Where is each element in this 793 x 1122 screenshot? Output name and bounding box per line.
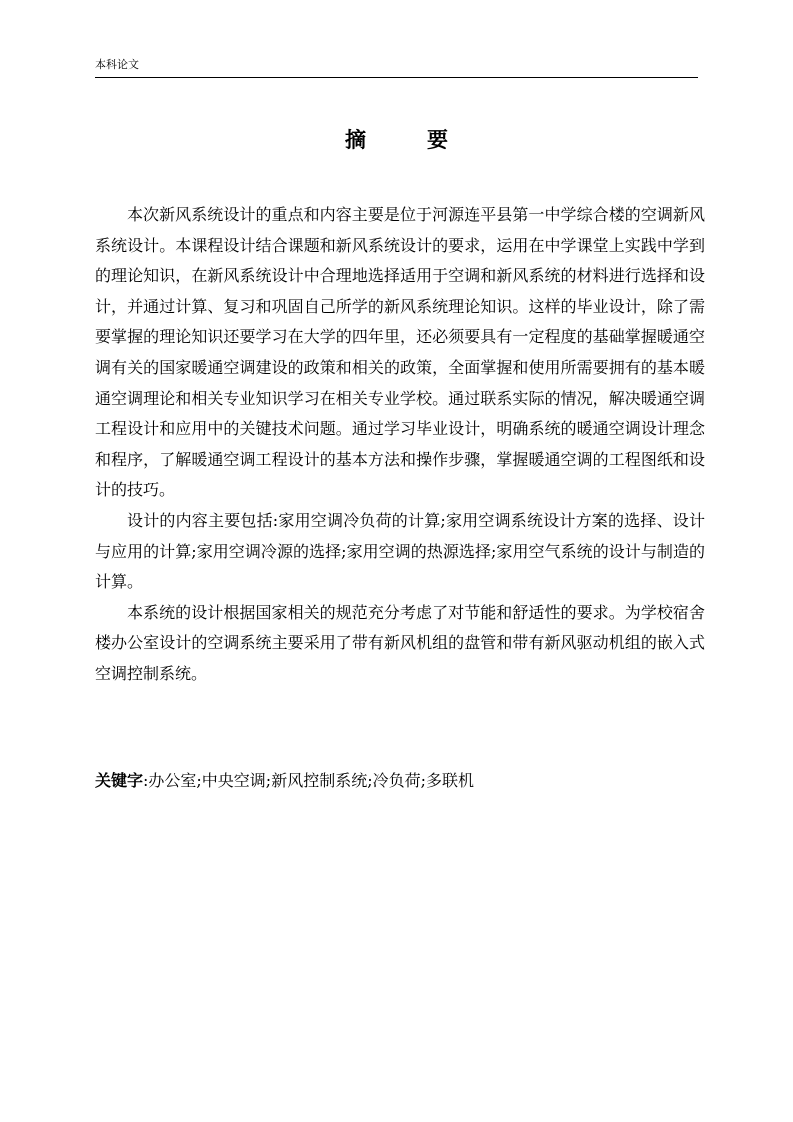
keywords-label: 关键字 [95,771,144,790]
header-label: 本科论文 [95,58,139,71]
abstract-paragraph-1: 本次新风系统设计的重点和内容主要是位于河源连平县第一中学综合楼的空调新风系统设计。本课程设计结合课题和新风系统设计的要求，运用在中学课堂上实践中学到的理论知识，在新风系统设计中合理地选择适用于空调和新风系统的材料进行选择和设计，并通过计算、复习和巩固自己所学的新风系统理论知识。这样的毕业设计，除了需要掌握的理论知识还要学习在大学的四年里，还必须要具有一定程度的基础掌握暖通空调有关的国家暖通空调建设的政策和相关的政策，全面掌握和使用所需要拥有的基本暖通空调理论和相关专业知识学习在相关专业学校。通过联系实际的情况，解决暖通空调工程设计和应用中的关键技术问题。通过学习毕业设计，明确系统的暖通空调设计理念和程序，了解暖通空调工程设计的基本方法和操作步骤，掌握暖通空调的工程图纸和设计的技巧。 [95,205,705,500]
page-header [95,56,698,78]
abstract-title: 摘 要 [345,127,468,152]
abstract-body [95,200,705,690]
abstract-paragraph-2: 设计的内容主要包括:家用空调冷负荷的计算;家用空调系统设计方案的选择、设计与应用的计算;家用空调冷源的选择;家用空调的热源选择;家用空气系统的设计与制造的计算。 [95,510,705,592]
keywords-line [95,766,705,796]
abstract-paragraph-3: 本系统的设计根据国家相关的规范充分考虑了对节能和舒适性的要求。为学校宿舍楼办公室设计的空调系统主要采用了带有新风机组的盘管和带有新风驱动机组的嵌入式空调控制系统。 [95,602,705,683]
keywords-text: :办公室;中央空调;新风控制系统;冷负荷;多联机 [143,771,474,790]
